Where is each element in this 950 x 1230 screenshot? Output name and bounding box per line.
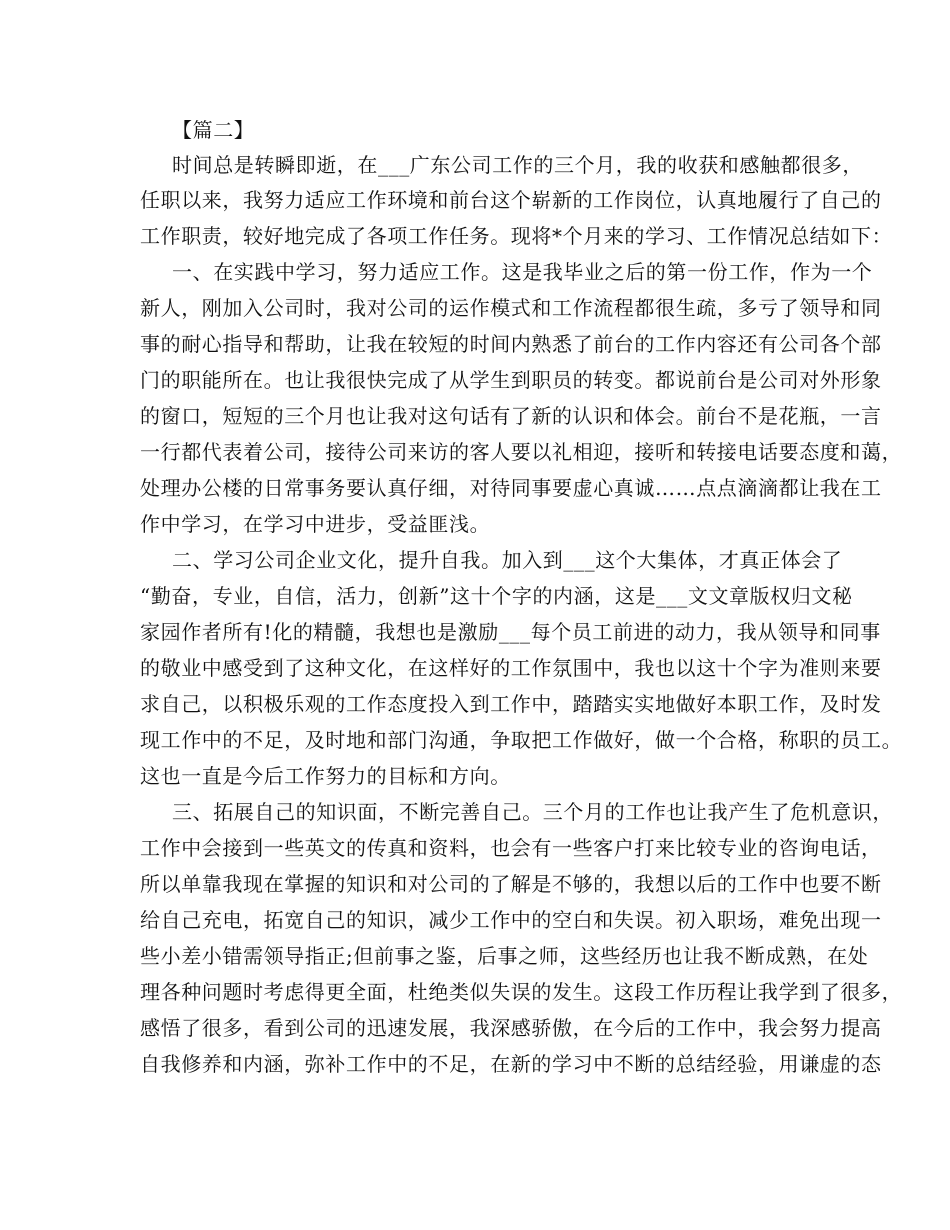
- text-line: 求自己，以积极乐观的工作态度投入到工作中，踏踏实实地做好本职工作，及时发: [140, 692, 882, 716]
- text-line: 事的耐心指导和帮助，让我在较短的时间内熟悉了前台的工作内容还有公司各个部: [140, 332, 882, 356]
- text-line: 一行都代表着公司，接待公司来访的客人要以礼相迎，接听和转接电话要态度和蔼，: [140, 440, 903, 464]
- text-line: 自我修养和内涵，弥补工作中的不足，在新的学习中不断的总结经验，用谦虚的态: [140, 1052, 882, 1076]
- text-line: 现工作中的不足，及时地和部门沟通，争取把工作做好，做一个合格，称职的员工。: [140, 728, 903, 752]
- text-line: 这也一直是今后工作努力的目标和方向。: [140, 764, 511, 788]
- text-line: 家园作者所有!化的精髓，我想也是激励___每个员工前进的动力，我从领导和同事: [140, 620, 881, 644]
- text-line: 三、拓展自己的知识面，不断完善自己。三个月的工作也让我产生了危机意识，: [172, 800, 893, 824]
- text-line: 给自己充电，拓宽自己的知识，减少工作中的空白和失误。初入职场，难免出现一: [140, 908, 882, 932]
- text-line: 任职以来，我努力适应工作环境和前台这个崭新的工作岗位，认真地履行了自己的: [140, 188, 882, 212]
- text-line: 二、学习公司企业文化，提升自我。加入到___这个大集体，才真正体会了: [172, 548, 843, 572]
- text-line: 些小差小错需领导指正;但前事之鉴，后事之师，这些经历也让我不断成熟，在处: [140, 944, 869, 968]
- text-line: 感悟了很多，看到公司的迅速发展，我深感骄傲，在今后的工作中，我会努力提高: [140, 1016, 882, 1040]
- text-line: 新人，刚加入公司时，我对公司的运作模式和工作流程都很生疏，多亏了领导和同: [140, 296, 882, 320]
- text-line: 作中学习，在学习中进步，受益匪浅。: [140, 512, 491, 536]
- text-line: 工作中会接到一些英文的传真和资料，也会有一些客户打来比较专业的咨询电话，: [140, 836, 882, 860]
- section-heading: 【篇二】: [172, 118, 255, 142]
- text-line: 理各种问题时考虑得更全面，杜绝类似失误的发生。这段工作历程让我学到了很多，: [140, 980, 903, 1004]
- text-line: 时间总是转瞬即逝，在___广东公司工作的三个月，我的收获和感触都很多，: [172, 153, 863, 177]
- text-line: “勤奋，专业，自信，活力，创新”这十个字的内涵，这是___文文章版权归文秘: [140, 584, 853, 608]
- text-line: 一、在实践中学习，努力适应工作。这是我毕业之后的第一份工作，作为一个: [172, 260, 873, 284]
- text-line: 门的职能所在。也让我很快完成了从学生到职员的转变。都说前台是公司对外形象: [140, 368, 882, 392]
- text-line: 的窗口，短短的三个月也让我对这句话有了新的认识和体会。前台不是花瓶，一言: [140, 404, 882, 428]
- text-line: 的敬业中感受到了这种文化，在这样好的工作氛围中，我也以这十个字为准则来要: [140, 656, 882, 680]
- text-line: 所以单靠我现在掌握的知识和对公司的了解是不够的，我想以后的工作中也要不断: [140, 872, 882, 896]
- text-line: 处理办公楼的日常事务要认真仔细，对待同事要虚心真诚……点点滴滴都让我在工: [140, 476, 882, 500]
- text-line: 工作职责，较好地完成了各项工作任务。现将*个月来的学习、工作情况总结如下：: [140, 224, 893, 248]
